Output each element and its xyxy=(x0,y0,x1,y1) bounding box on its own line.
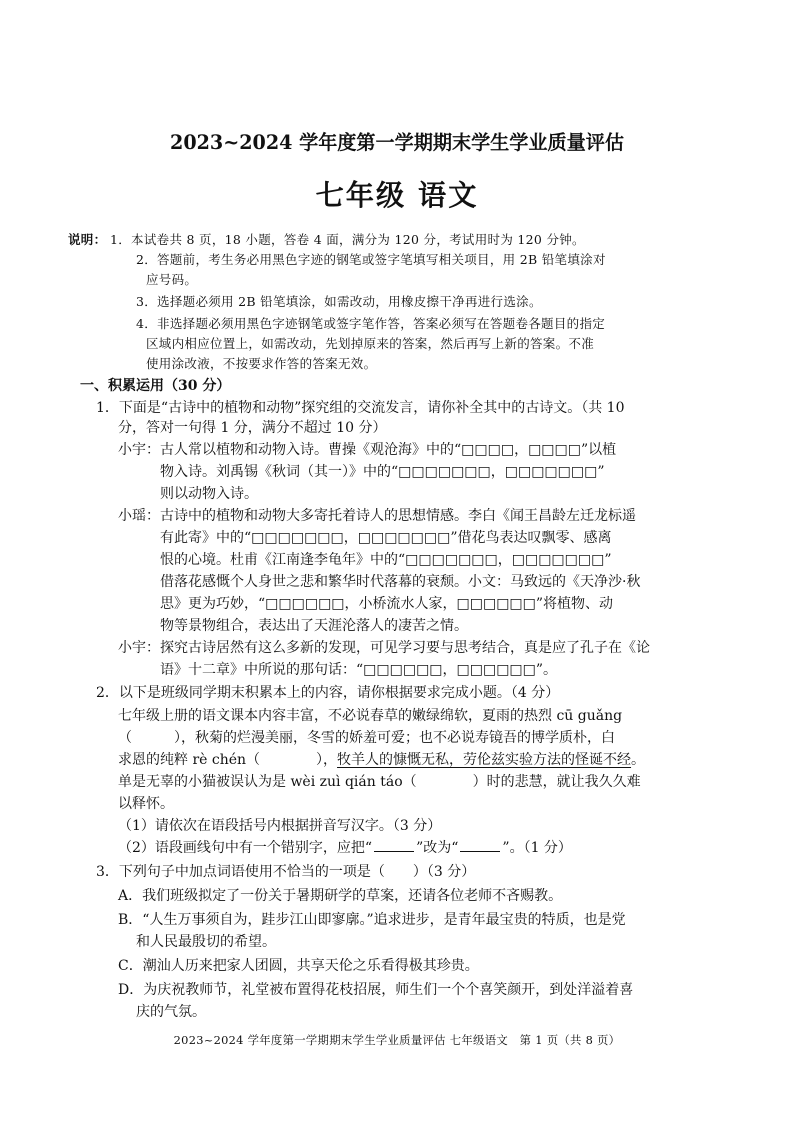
instruction-4: 4．非选择题必须用黑色字迹钢笔或签字笔作答，答案必须写在答题卷各题目的指定 xyxy=(136,316,606,331)
exam-title: 2023~2024 学年度第一学期期末学生学业质量评估 xyxy=(170,131,624,154)
q1-line: 物入诗。刘禹锡《秋词（其一）》中的“□□□□□□□，□□□□□□□” xyxy=(160,464,605,480)
instruction-4-cont-1: 区域内相应位置上，如需改动，先划掉原来的答案，然后再写上新的答案。不准 xyxy=(146,336,595,351)
q1-line: 语》十二章》中所说的那句话：“□□□□□□，□□□□□□”。 xyxy=(160,662,558,678)
q1-line: 小瑶：古诗中的植物和动物大多寄托着诗人的思想情感。李白《闻王昌龄左迁龙标遥 xyxy=(118,508,636,524)
option-d: D．为庆祝教师节，礼堂被布置得花枝招展，师生们一个个喜笑颜开，到处洋溢着喜 xyxy=(118,982,634,998)
instruction-2: 2．答题前，考生务必用黑色字迹的钢笔或签字笔填写相关项目，用 2B 铅笔填涂对 xyxy=(136,252,606,267)
instruction-1: 1．本试卷共 8 页，18 小题，答卷 4 面，满分为 120 分，考试用时为 120 分钟。 xyxy=(110,232,585,247)
page-footer: 2023~2024 学年度第一学期期末学生学业质量评估 七年级语文 第 1 页（共 8 页） xyxy=(173,1033,621,1047)
q2-underlined-sentence: 牧羊人的慷慨无私，劳伦兹实验方法的怪诞不经 xyxy=(337,752,632,768)
option-b-cont: 和人民最殷切的希望。 xyxy=(136,934,276,950)
q2-text: （2）语段画线句中有一个错别字，应把“ xyxy=(118,840,373,856)
q2-text: 求恩的纯粹 rè chén（ ）， xyxy=(118,752,338,768)
option-a: A．我们班级拟定了一份关于暑期研学的草案，还请各位老师不吝赐教。 xyxy=(118,888,563,904)
q2-line: 2．以下是班级同学期末积累本上的内容，请你根据要求完成小题。（4 分） xyxy=(96,685,560,701)
q1-line: 分，答对一句得 1 分，满分不超过 10 分） xyxy=(118,420,387,436)
q2-line: 单是无辜的小猫被误认为是 wèi zuì qián táo（ ）时的悲慧，就让我久久难 xyxy=(118,774,641,790)
q1-line: 恨的心境。杜甫《江南逢李龟年》中的“□□□□□□□，□□□□□□□” xyxy=(160,552,612,568)
option-d-cont: 庆的气氛。 xyxy=(136,1004,206,1020)
option-b: B．“人生万事须自为，跬步江山即寥廓。”追求进步，是青年最宝贵的特质，也是党 xyxy=(118,912,626,928)
instruction-4-cont-2: 使用涂改液，不按要求作答的答案无效。 xyxy=(146,356,377,371)
q2-text: 。 xyxy=(631,752,646,768)
q1-line: 有此寄》中的“□□□□□□□，□□□□□□□”借花鸟表达叹飘零、感离 xyxy=(160,530,612,546)
instruction-2-cont: 应号码。 xyxy=(146,272,198,287)
q2-text: ”。（1 分） xyxy=(502,840,572,856)
q2-subquestion-1: （1）请依次在语段括号内根据拼音写汉字。（3 分） xyxy=(118,818,442,834)
q1-line: 1．下面是“古诗中的植物和动物”探究组的交流发言，请你补全其中的古诗文。（共 10 xyxy=(96,400,625,416)
subject-title: 七年级 语文 xyxy=(315,179,479,212)
q2-text: ”改为“ xyxy=(416,840,459,856)
q2-line: 以释怀。 xyxy=(118,796,174,812)
q2-line: （ ），秋菊的烂漫美丽，冬雪的娇羞可爱；也不必说寿镜吾的博学质朴，白 xyxy=(118,730,615,746)
q3-stem: 3．下列句子中加点词语使用不恰当的一项是（ ）（3 分） xyxy=(96,864,476,880)
q1-line: 物等景物组合，表达出了天涯沦落人的凄苦之情。 xyxy=(160,618,468,634)
q2-subquestion-2 xyxy=(118,838,572,858)
q1-line: 小宇：探究古诗居然有这么多新的发现，可见学习要与思考结合，真是应了孔子在《论 xyxy=(118,640,650,656)
q1-line: 思》更为巧妙，“□□□□□□，小桥流水人家，□□□□□□”将植物、动 xyxy=(160,596,614,612)
option-c: C．潮汕人历来把家人团圆，共享天伦之乐看得极其珍贵。 xyxy=(118,958,479,974)
q2-line: 七年级上册的语文课本内容丰富，不必说春草的嫩绿绵软，夏雨的热烈 cū guǎng xyxy=(118,708,623,724)
answer-blank[interactable] xyxy=(374,839,414,852)
instruction-3: 3．选择题必须用 2B 铅笔填涂，如需改动，用橡皮擦干净再进行选涂。 xyxy=(136,294,542,309)
answer-blank[interactable] xyxy=(460,839,500,852)
q1-line: 则以动物入诗。 xyxy=(160,486,258,502)
q2-line xyxy=(118,750,645,770)
instructions-label: 说明： xyxy=(68,232,107,247)
q1-line: 小宇：古人常以植物和动物入诗。曹操《观沧海》中的“□□□□，□□□□”以植 xyxy=(118,442,617,458)
q1-line: 借落花感慨个人身世之悲和繁华时代落幕的衰颓。小文：马致远的《天净沙·秋 xyxy=(160,574,641,590)
section-heading: 一、积累运用（30 分） xyxy=(80,378,231,394)
